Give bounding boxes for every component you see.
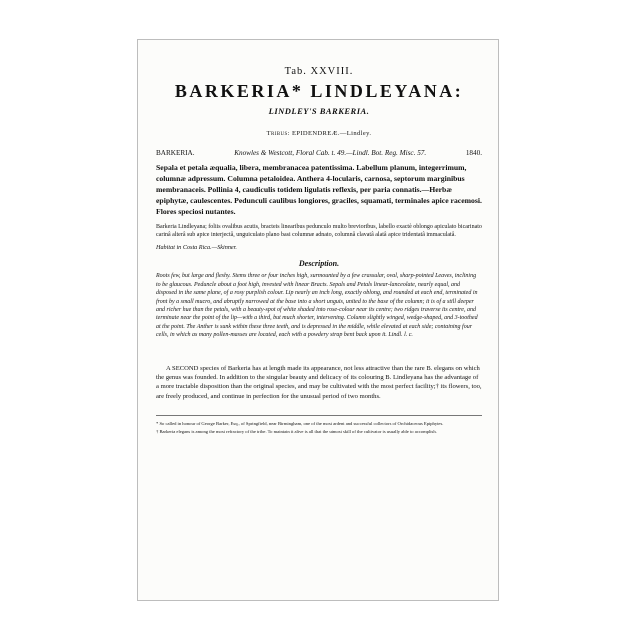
citation-refs: Knowles & Westcott, Floral Cab. t. 49.—Lindl. Bot. Reg. Misc. 57. — [234, 149, 427, 157]
citation-line — [156, 149, 482, 157]
tribe-line — [156, 130, 482, 137]
prose-paragraph: A SECOND species of Barkeria has at length made its appearance, not less attractive than the rare B. elegans on which the genus was founded. In addition to the singular beauty and delicacy of its colouring B. Lindleyana has the advantage of a more tractable disposition than the original species, and may be cultivated with the most perfect facility;† its flowers, too, are freely produced, and continue in perfection for the unusual period of two months. — [156, 364, 482, 400]
plate-page — [137, 39, 499, 601]
citation-genus: BARKERIA. — [156, 149, 195, 157]
footnote-1: * So called in honour of George Barker, Esq., of Springfield, near Birmingham, one of the most ardent and successful collectors of Orchidaceous Epiphytes. — [156, 421, 444, 427]
english-name: LINDLEY'S BARKERIA. — [268, 106, 370, 116]
species-title: BARKERIA* LINDLEYANA: — [174, 81, 464, 101]
footnote-divider — [156, 415, 482, 416]
plate-number: Tab. XXVIII. — [284, 66, 354, 77]
plate-content — [156, 40, 482, 436]
tribe-value: EPIDENDREÆ.—Lindley. — [291, 130, 372, 137]
description-text: Roots few, but large and fleshy. Stems three or four inches high, surmounted by a few crassular, oval, sharp-pointed Leaves, inclining to be glaucous. Peduncle about a foot high, invested with linear Bracts. Sepals and Petals linear-lanceolate, nearly equal, and disposed in the same plane, of a rosy purplish colour. Lip nearly an inch long, exactly oblong, and rounded at each end, terminated in front by a small mucro, and abruptly narrowed at the base into a short unguis, united to the base of the column; it is of a still deeper and richer hue than the petals, with a beauty-spot of white shaded into rose-colour near its centre; two ridges traverse its centre, and terminate near the point of the lip—with a third, but much shorter, intervening. Column slightly winged, wedge-shaped, and 3-toothed at the point. The Anther is sunk within these three teeth, and is depressed in the middle, while elevated at each side; containing four cells, in which as many pollen-masses are located, each with a powdery strap bent back upon it. Lindl. l. c. — [156, 273, 478, 339]
footnote-2: † Barkeria elegans is among the most refractory of the tribe. To maintain it alive is all that the utmost skill of the cultivator is usually able to accomplish. — [156, 429, 437, 435]
latin-genus-description: Sepala et petala æqualia, libera, membranacea patentissima. Labellum planum, integerrimum, columnæ adpressum. Columna petaloidea. Anthera 4-locularis, carnosa, septorum marginibus membranaceis. Pollinia 4, caudiculis totidem ligulatis reflexis, per paria connatis.—Herbæ epiphytæ, caulescentes. Pedunculi caulibus longiores, graciles, squamati, terminales apice racemosi. Flores speciosi nutantes. — [156, 163, 482, 216]
description-heading: Description. — [298, 259, 340, 269]
latin-species-description: Barkeria Lindleyana; foliis ovalibus acutis, bracteis linearibus pedunculo multo brevioribus, labello exactè oblongo apiculato bicarinato carinâ alterâ sub apice interjectâ, unguiculato plano basi columnæ adnato, columnâ clavatâ alatâ apice tridentatâ immaculatâ. — [156, 224, 482, 239]
citation-year: 1840. — [465, 149, 482, 157]
habitat-line: Habitat in Costa Rica.—Skinner. — [156, 244, 237, 252]
tribe-label: Tribus: — [266, 130, 290, 137]
